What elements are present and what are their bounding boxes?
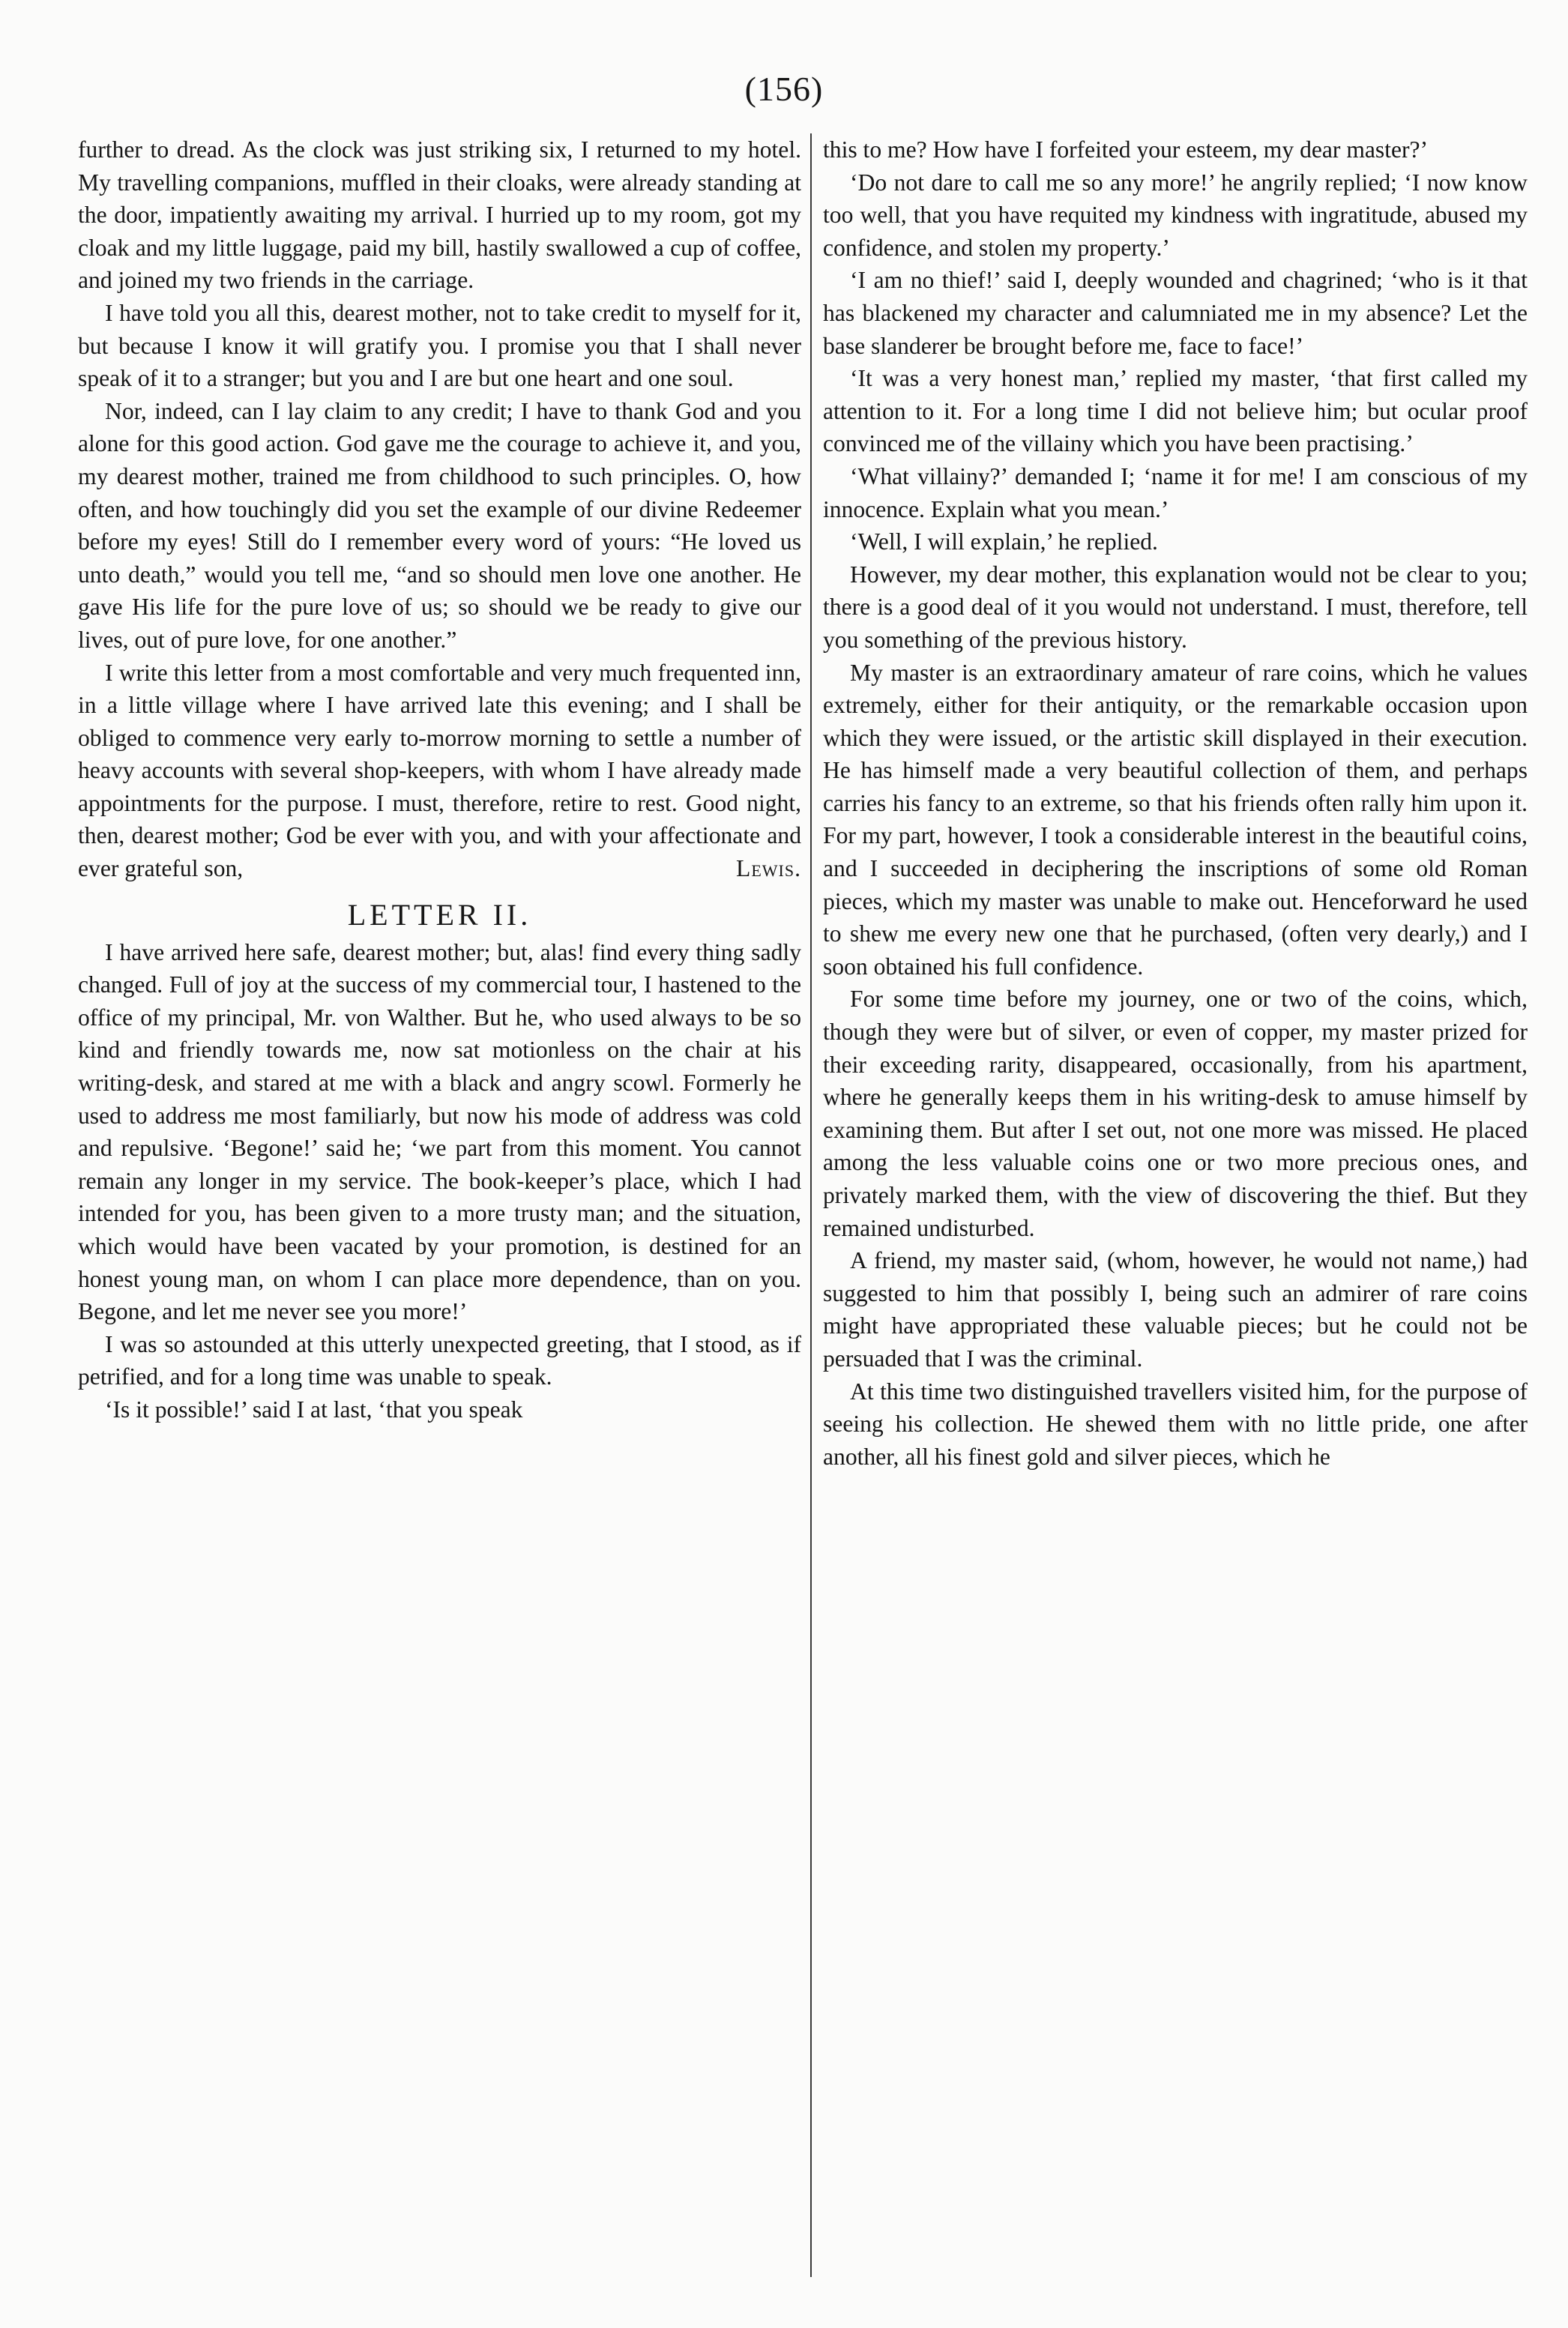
left-column <box>78 133 801 2277</box>
right-column <box>823 133 1528 2277</box>
paragraph: further to dread. As the clock was just striking six, I returned to my hotel. My travelling companions, muffled in their cloaks, were already standing at the door, impatiently awaiting my arrival. I hurried up to my room, got my cloak and my little luggage, paid my bill, hastily swallowed a cup of coffee, and joined my two friends in the carriage. <box>78 136 801 294</box>
paragraph: My master is an extraordinary amateur of rare coins, which he values extremely, either for their antiquity, or the remarkable occasion upon which they were issued, or the artistic skill displayed in their execution. He has himself made a very beautiful collection of them, and perhaps carries his fancy to an extreme, so that his friends often rally him upon it. For my part, however, I took a considerable interest in the beautiful coins, and I succeeded in deciphering the inscriptions of some old Roman pieces, which my master was unable to make out. Henceforward he used to shew me every new one that he purchased, (often very dearly,) and I soon obtained his full confidence. <box>823 659 1528 980</box>
paragraph: Nor, indeed, can I lay claim to any credit; I have to thank God and you alone for this good action. God gave me the courage to achieve it, and you, my dearest mother, trained me from childhood to such principles. O, how often, and how touchingly did you set the example of our divine Redeemer before my eyes! Still do I remember every word of yours: “He loved us unto death,” would you tell me, “and so should men love one another. He gave His life for the pure love of us; so should we be ready to give our lives, out of pure love, for one another.” <box>78 397 801 653</box>
paragraph: For some time before my journey, one or two of the coins, which, though they were but of silver, or even of copper, my master prized for their exceeding rarity, disappeared, occasionally, from his apartment, where he generally keeps them in his writing-desk to amuse himself by examining them. But after I set out, not one more was missed. He placed among the less valuable coins one or two more precious ones, and privately marked them, with the view of discovering the thief. But they remained undisturbed. <box>823 986 1528 1241</box>
closing-paragraph <box>78 657 801 885</box>
closing-paragraph-text: I write this letter from a most comfortable and very much frequented inn, in a little village where I have arrived late this evening; and I shall be obliged to commence very early to-morrow morning to settle a number of heavy accounts with several shop-keepers, with whom I have already made appointments for the purpose. I must, therefore, retire to rest. Good night, then, dearest mother; God be ever with you, and with your affectionate and ever grateful son, <box>78 659 801 882</box>
paragraph: I have arrived here safe, dearest mother; but, alas! find every thing sadly changed. Full of joy at the success of my commercial tour, I hastened to the office of my principal, Mr. von Walther. But he, who used always to be so kind and friendly towards me, now sat motionless on the chair at his writing-desk, and stared at me with a black and angry scowl. Formerly he used to address me most familiarly, but now his mode of address was cold and repulsive. ‘Begone!’ said he; ‘we part from this moment. You cannot remain any longer in my service. The book-keeper’s place, which I had intended for you, has been given to a more trusty man; and the situation, which would have been vacated by your promotion, is destined for an honest young man, on whom I can place more dependence, than on you. Begone, and let me never see you more!’ <box>78 938 801 1325</box>
paragraph: I was so astounded at this utterly unexpected greeting, that I stood, as if petrified, and for a long time was unable to speak. <box>78 1330 801 1390</box>
paragraph: However, my dear mother, this explanation would not be clear to you; there is a good deal of it you would not understand. I must, therefore, tell you something of the previous history. <box>823 561 1528 653</box>
paragraph: ‘Do not dare to call me so any more!’ he angrily replied; ‘I now know too well, that you have requited my kindness with ingratitude, abused my confidence, and stolen my property.’ <box>823 169 1528 261</box>
column-divider <box>810 133 812 2277</box>
paragraph: ‘Is it possible!’ said I at last, ‘that you speak <box>105 1396 523 1423</box>
paragraph: ‘Well, I will explain,’ he replied. <box>850 528 1158 555</box>
paragraph: At this time two distinguished travellers visited him, for the purpose of seeing his collection. He shewed them with no little pride, one after another, all his finest gold and silver pieces, which he <box>823 1378 1528 1470</box>
paragraph: ‘It was a very honest man,’ replied my master, ‘that first called my attention to it. For a long time I did not believe him; but ocular proof convinced me of the villainy which you have been practising.’ <box>823 365 1528 457</box>
paragraph: ‘What villainy?’ demanded I; ‘name it for me! I am conscious of my innocence. Explain what you mean.’ <box>823 462 1528 522</box>
letter-heading: LETTER II. <box>347 897 532 932</box>
paragraph: this to me? How have I forfeited your esteem, my dear master?’ <box>823 136 1429 163</box>
paragraph: A friend, my master said, (whom, however, he would not name,) had suggested to him that possibly I, being such an admirer of rare coins might have appropriated these valuable pieces; but he could not be persuaded that I was the criminal. <box>823 1247 1528 1372</box>
page-number: (156) <box>744 70 824 108</box>
paragraph: I have told you all this, dearest mother, not to take credit to myself for it, but because I know it will gratify you. I promise you that I shall never speak of it to a stranger; but you and I are but one heart and one soul. <box>78 299 801 392</box>
paragraph: ‘I am no thief!’ said I, deeply wounded and chagrined; ‘who is it that has blackened my character and calumniated me in my absence? Let the base slanderer be brought before me, face to face!’ <box>823 267 1528 359</box>
signature: Lewis. <box>736 855 801 882</box>
